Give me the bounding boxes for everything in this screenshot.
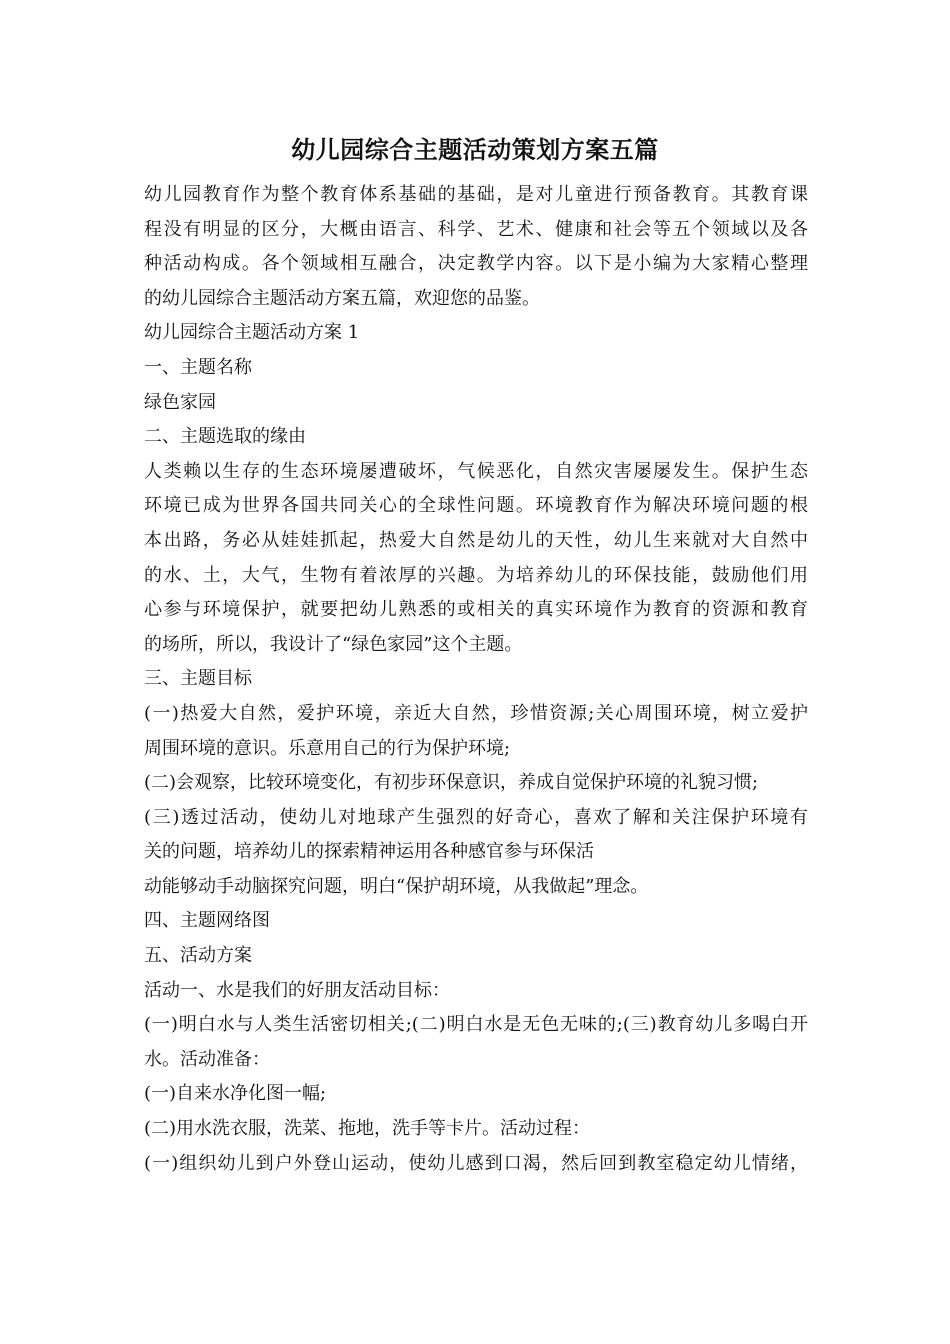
text-line: 环境已成为世界各国共同关心的全球性问题。环境教育作为解决环境问题的根	[144, 495, 808, 517]
text-line: (一)自来水净化图一幅;	[144, 1083, 327, 1105]
text-line: (三)透过活动，使幼儿对地球产生强烈的好奇心，喜欢了解和关注保护环境有	[144, 806, 808, 828]
document-body	[144, 178, 819, 1181]
text-line: 的水、土，大气，生物有着浓厚的兴趣。为培养幼儿的环保技能，鼓励他们用	[144, 564, 808, 586]
text-line: (二)会观察，比较环境变化，有初步环保意识，养成自觉保护环境的礼貌习惯;	[144, 772, 759, 794]
text-line: (一)组织幼儿到户外登山运动，使幼儿感到口渴，然后回到教室稳定幼儿情绪，	[144, 1152, 808, 1174]
text-line: (一)明白水与人类生活密切相关;(二)明白水是无色无味的;(三)教育幼儿多喝白开	[144, 1014, 808, 1036]
text-line: 人类赖以生存的生态环境屡遭破坏，气候恶化，自然灾害屡屡发生。保护生态	[144, 460, 808, 482]
text-line: 动能够动手动脑探究问题，明白“保护胡环境，从我做起”理念。	[144, 875, 649, 897]
text-line: (一)热爱大自然，爱护环境，亲近大自然，珍惜资源;关心周围环境，树立爱护	[144, 702, 808, 724]
text-line: 周围环境的意识。乐意用自己的行为保护环境;	[144, 737, 511, 759]
text-line: (二)用水洗衣服，洗菜、拖地，洗手等卡片。活动过程：	[144, 1118, 591, 1140]
text-line: 绿色家园	[144, 391, 216, 413]
section-heading: 一、主题名称	[144, 356, 252, 378]
section-heading: 二、主题选取的缘由	[144, 426, 306, 448]
section-heading: 三、主题目标	[144, 668, 252, 690]
section-heading: 五、活动方案	[144, 945, 252, 967]
text-line: 心参与环境保护，就要把幼儿熟悉的或相关的真实环境作为教育的资源和教育	[144, 599, 808, 621]
text-line: 关的问题，培养幼儿的探索精神运用各种感官参与环保活	[144, 841, 594, 863]
text-line: 活动一、水是我们的好朋友活动目标：	[144, 979, 450, 1001]
text-line: 的幼儿园综合主题活动方案五篇，欢迎您的品鉴。	[144, 287, 540, 309]
text-line: 本出路，务必从娃娃抓起，热爱大自然是幼儿的天性，幼儿生来就对大自然中	[144, 529, 808, 551]
text-line: 水。活动准备：	[144, 1048, 270, 1070]
text-line: 程没有明显的区分，大概由语言、科学、艺术、健康和社会等五个领域以及各	[144, 218, 808, 240]
text-line: 的场所，所以，我设计了“绿色家园”这个主题。	[144, 633, 523, 655]
text-line: 幼儿园教育作为整个教育体系基础的基础，是对儿童进行预备教育。其教育课	[144, 184, 808, 205]
text-line: 种活动构成。各个领域相互融合，决定教学内容。以下是小编为大家精心整理	[144, 253, 808, 275]
section-heading: 四、主题网络图	[144, 910, 270, 932]
document-title: 幼儿园综合主题活动策划方案五篇	[291, 135, 659, 164]
section-heading: 幼儿园综合主题活动方案 1	[144, 322, 360, 344]
